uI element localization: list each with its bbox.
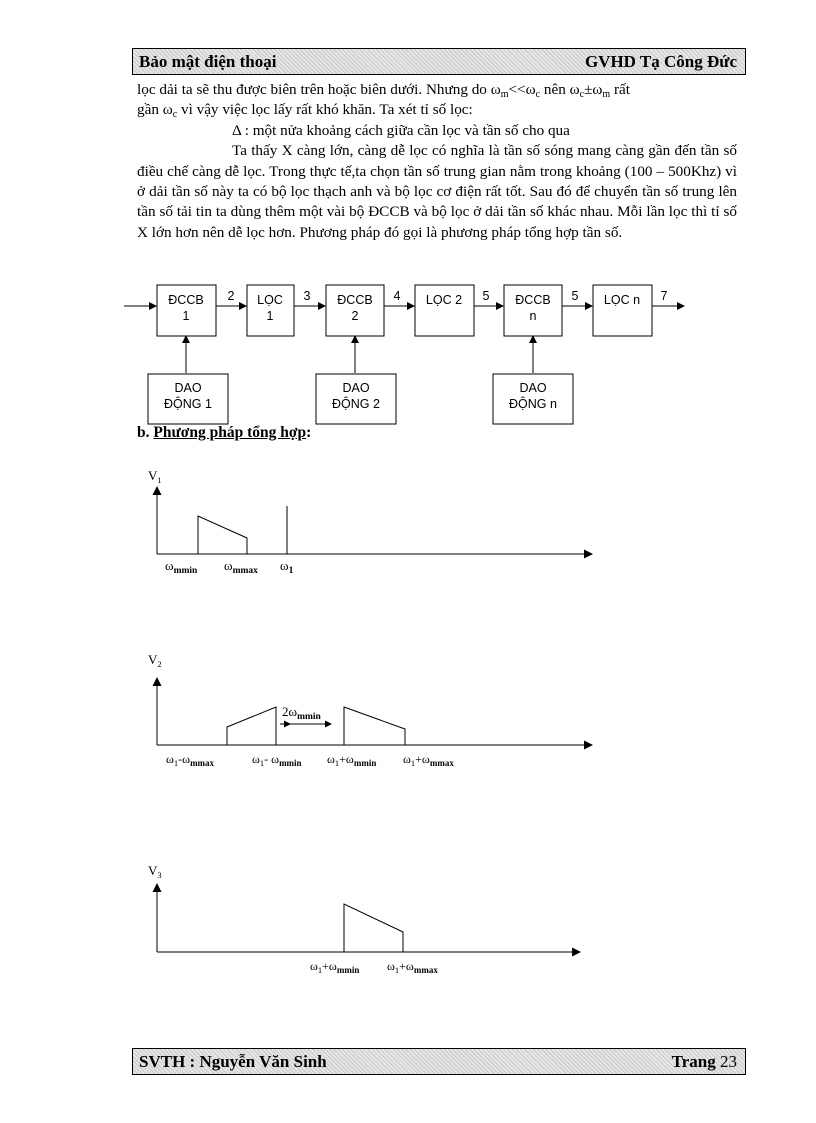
- y-axis-label: $V_3$: [148, 863, 162, 880]
- oscillator-label: DAO: [174, 381, 202, 395]
- block-label: 1: [266, 309, 274, 323]
- text-line-2: gần $\omega_c$ vì vậy việc lọc lấy rất khó khăn. Ta xét tỉ số lọc:: [137, 101, 473, 121]
- text-line-1: lọc dải ta sẽ thu được biên trên hoặc biên dưới. Nhưng do $\omega_m<<\omega_c$ nên $\omega_c\pm\omega_m$ rất: [137, 81, 631, 100]
- block-label: 2: [351, 309, 359, 323]
- block-label: LỌC n: [603, 293, 641, 307]
- block-label: n: [529, 309, 537, 323]
- signal-number: 5: [482, 289, 490, 303]
- paragraph-2: Ta thấy X càng lớn, càng dễ lọc có nghĩa là tần số sóng mang càng gần đến tần số điều chế càng dễ lọc. Trong thực tế,ta chọn tần số trung gian nằm trong khoảng (100 – 500Khz) vì ở dải tần số này ta có bộ lọc thạch anh và bộ lọc cơ điện rất tốt. Sau đó để chuyển tần số trung lên tần số tải tin ta dùng thêm một vài bộ ĐCCB và bộ lọc ở dải tần số khác nhau. Mỗi lần lọc thì tỉ số X lớn hơn nên dễ lọc hơn. Phương pháp đó gọi là phương pháp tổng hợp tần số.: [137, 142, 737, 241]
- sideband-original: [198, 516, 247, 554]
- spectrum-graph-2: [157, 678, 592, 745]
- student-name: SVTH : Nguyễn Văn Sinh: [139, 1052, 327, 1071]
- tick-label: $\omega_1+\omega_{mmin}$: [310, 959, 360, 975]
- signal-number: 4: [393, 289, 401, 303]
- section-heading: b. Phương pháp tổng hợp:: [137, 424, 312, 441]
- tick-label: $\omega_1-\omega_{mmax}$: [166, 752, 215, 768]
- y-axis-label: $V_1$: [148, 468, 162, 485]
- tick-label: $\omega_1$: [280, 558, 294, 576]
- block-label: LỌC 2: [425, 293, 463, 307]
- signal-number: 5: [571, 289, 579, 303]
- block-label: ĐCCB: [515, 293, 551, 307]
- oscillator-label: ĐỘNG 2: [332, 397, 380, 411]
- page-number: Trang 23: [671, 1052, 737, 1071]
- upper-sideband: [344, 707, 405, 745]
- tick-label: $\omega_{mmin}$: [165, 558, 198, 576]
- document-title: Bảo mật điện thoại: [139, 52, 277, 71]
- oscillator-label: DAO: [519, 381, 547, 395]
- spectrum-graph-3: [157, 884, 580, 952]
- oscillator-label: ĐỘNG 1: [164, 397, 212, 411]
- signal-number: 7: [660, 289, 668, 303]
- tick-label: $\omega_1-$ $\omega_{mmin}$: [252, 752, 302, 768]
- oscillator-label: ĐỘNG n: [509, 397, 557, 411]
- spectrum-graph-1: [157, 487, 592, 554]
- y-axis-label: $V_2$: [148, 652, 162, 669]
- selected-sideband: [344, 904, 403, 952]
- oscillator-label: DAO: [342, 381, 370, 395]
- lower-sideband: [227, 707, 276, 745]
- gap-label: $2\omega_{mmin}$: [282, 704, 321, 722]
- tick-label: $\omega_1+\omega_{mmax}$: [403, 752, 454, 768]
- tick-label: $\omega_{mmax}$: [224, 558, 258, 576]
- block-label: LỌC: [257, 293, 283, 307]
- page-footer: [132, 1048, 746, 1075]
- block-label: ĐCCB: [168, 293, 204, 307]
- block-label: 1: [182, 309, 190, 323]
- signal-number: 2: [227, 289, 235, 303]
- signal-number: 3: [303, 289, 311, 303]
- block-label: ĐCCB: [337, 293, 373, 307]
- delta-definition: Δ : một nửa khoảng cách giữa cần lọc và tần số cho qua: [232, 121, 570, 139]
- instructor-name: GVHD Tạ Công Đức: [584, 52, 737, 71]
- tick-label: $\omega_1+\omega_{mmin}$: [327, 752, 377, 768]
- tick-label: $\omega_1+\omega_{mmax}$: [387, 959, 438, 975]
